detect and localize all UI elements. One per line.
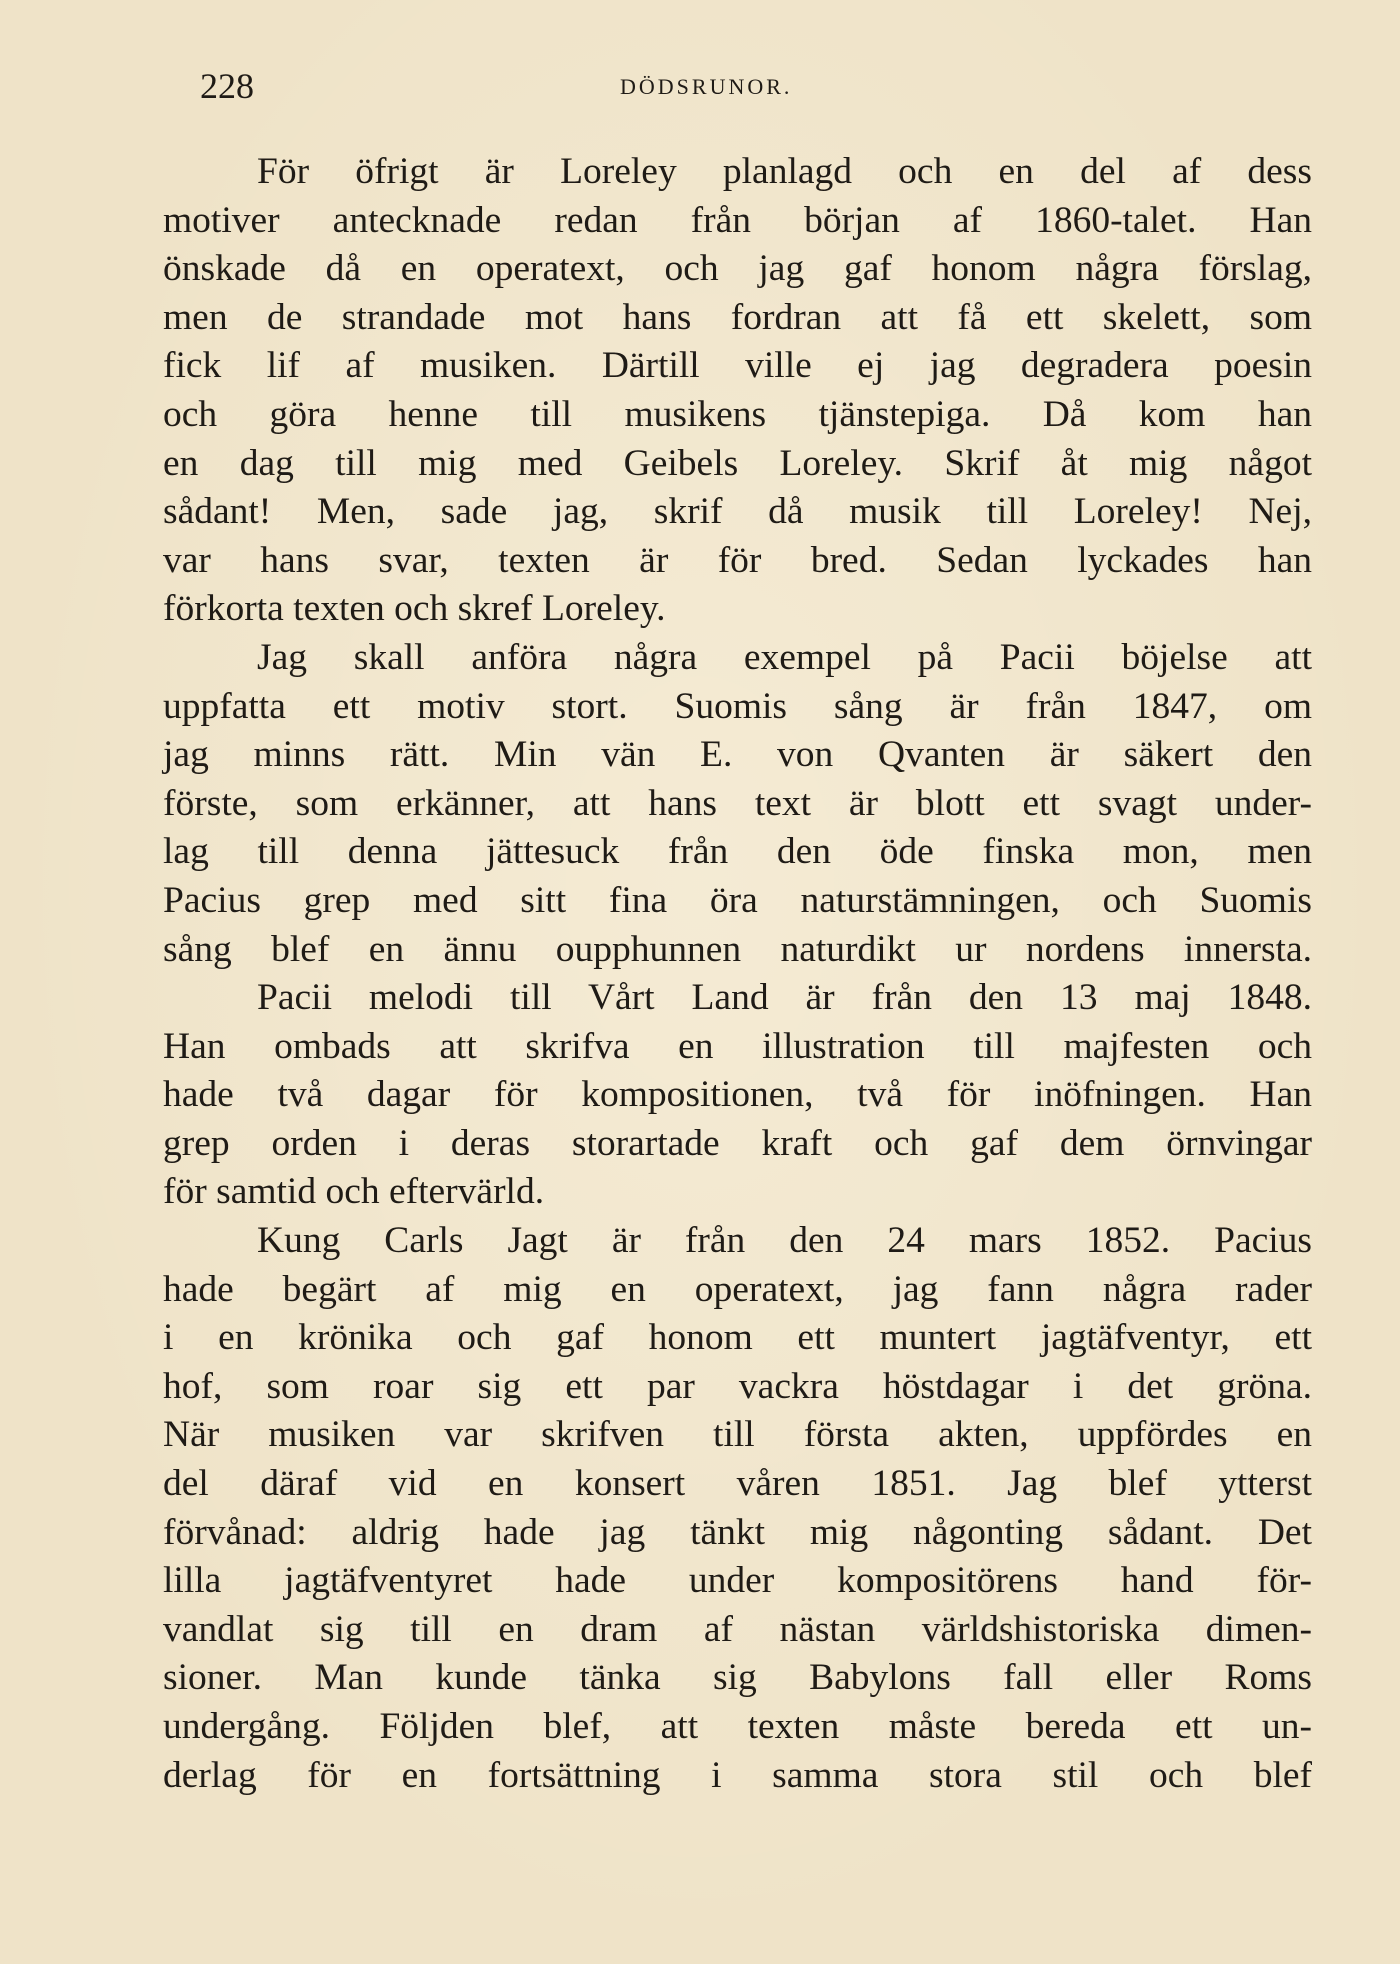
text-line: Pacius grep med sitt fina öra naturstämningen, och Suomis (163, 879, 1312, 921)
text-line: sång blef en ännu oupphunnen naturdikt ur nordens innersta. (163, 928, 1312, 970)
text-line: hade två dagar för kompositionen, två för inöfningen. Han (163, 1074, 1312, 1116)
text-line: sioner. Man kunde tänka sig Babylons fall eller Roms (163, 1657, 1312, 1699)
text-line: När musiken var skrifven till första akten, uppfördes en (163, 1414, 1312, 1456)
text-line: del däraf vid en konsert våren 1851. Jag blef ytterst (163, 1463, 1312, 1505)
text-line: Kung Carls Jagt är från den 24 mars 1852. Pacius (257, 1220, 1312, 1262)
paragraph (163, 148, 1312, 634)
text-line: för samtid och eftervärld. (163, 1171, 545, 1213)
text-line: uppfatta ett motiv stort. Suomis sång är från 1847, om (163, 685, 1312, 727)
text-line: grep orden i deras storartade kraft och gaf dem örnvingar (163, 1122, 1312, 1164)
text-line: förvånad: aldrig hade jag tänkt mig någonting sådant. Det (163, 1511, 1312, 1553)
text-line: sådant! Men, sade jag, skrif då musik till Loreley! Nej, (163, 491, 1312, 533)
paragraph (163, 1217, 1312, 1800)
text-line: Han ombads att skrifva en illustration till majfesten och (163, 1025, 1312, 1067)
text-line: och göra henne till musikens tjänstepiga. Då kom han (163, 393, 1312, 435)
text-line: För öfrigt är Loreley planlagd och en del af dess (257, 151, 1312, 192)
page-header (200, 66, 1320, 106)
text-line: Pacii melodi till Vårt Land är från den 13 maj 1848. (257, 977, 1312, 1019)
text-line: jag minns rätt. Min vän E. von Qvanten är säkert den (163, 734, 1312, 776)
text-line: var hans svar, texten är för bred. Sedan lyckades han (163, 539, 1312, 581)
paragraph (163, 974, 1312, 1217)
text-line: lag till denna jättesuck från den öde finska mon, men (163, 831, 1312, 873)
text-line: förkorta texten och skref Loreley. (163, 588, 666, 630)
text-line: vandlat sig till en dram af nästan världshistoriska dimen- (163, 1608, 1312, 1650)
text-line: i en krönika och gaf honom ett muntert jagtäfventyr, ett (163, 1317, 1312, 1359)
text-line: lilla jagtäfventyret hade under kompositörens hand för- (163, 1560, 1312, 1602)
text-line: derlag för en fortsättning i samma stora stil och blef (163, 1754, 1312, 1796)
text-line: förste, som erkänner, att hans text är blott ett svagt under- (163, 782, 1312, 824)
text-line: önskade då en operatext, och jag gaf honom några förslag, (163, 248, 1312, 290)
text-line: hade begärt af mig en operatext, jag fann några rader (163, 1268, 1312, 1310)
text-line: undergång. Följden blef, att texten måste bereda ett un- (163, 1706, 1312, 1747)
text-line: men de strandade mot hans fordran att få ett skelett, som (163, 296, 1312, 338)
text-line: fick lif af musiken. Därtill ville ej jag degradera poesin (163, 345, 1312, 387)
text-line: en dag till mig med Geibels Loreley. Skrif åt mig något (163, 442, 1312, 484)
text-line: Jag skall anföra några exempel på Pacii böjelse att (257, 636, 1312, 678)
body-text (163, 148, 1312, 1800)
running-head: DÖDSRUNOR. (620, 74, 793, 99)
page-number: 228 (200, 66, 254, 106)
text-line: motiver antecknade redan från början af 1860-talet. Han (163, 199, 1312, 241)
paragraph (163, 634, 1312, 974)
text-line: hof, som roar sig ett par vackra höstdagar i det gröna. (163, 1365, 1312, 1407)
